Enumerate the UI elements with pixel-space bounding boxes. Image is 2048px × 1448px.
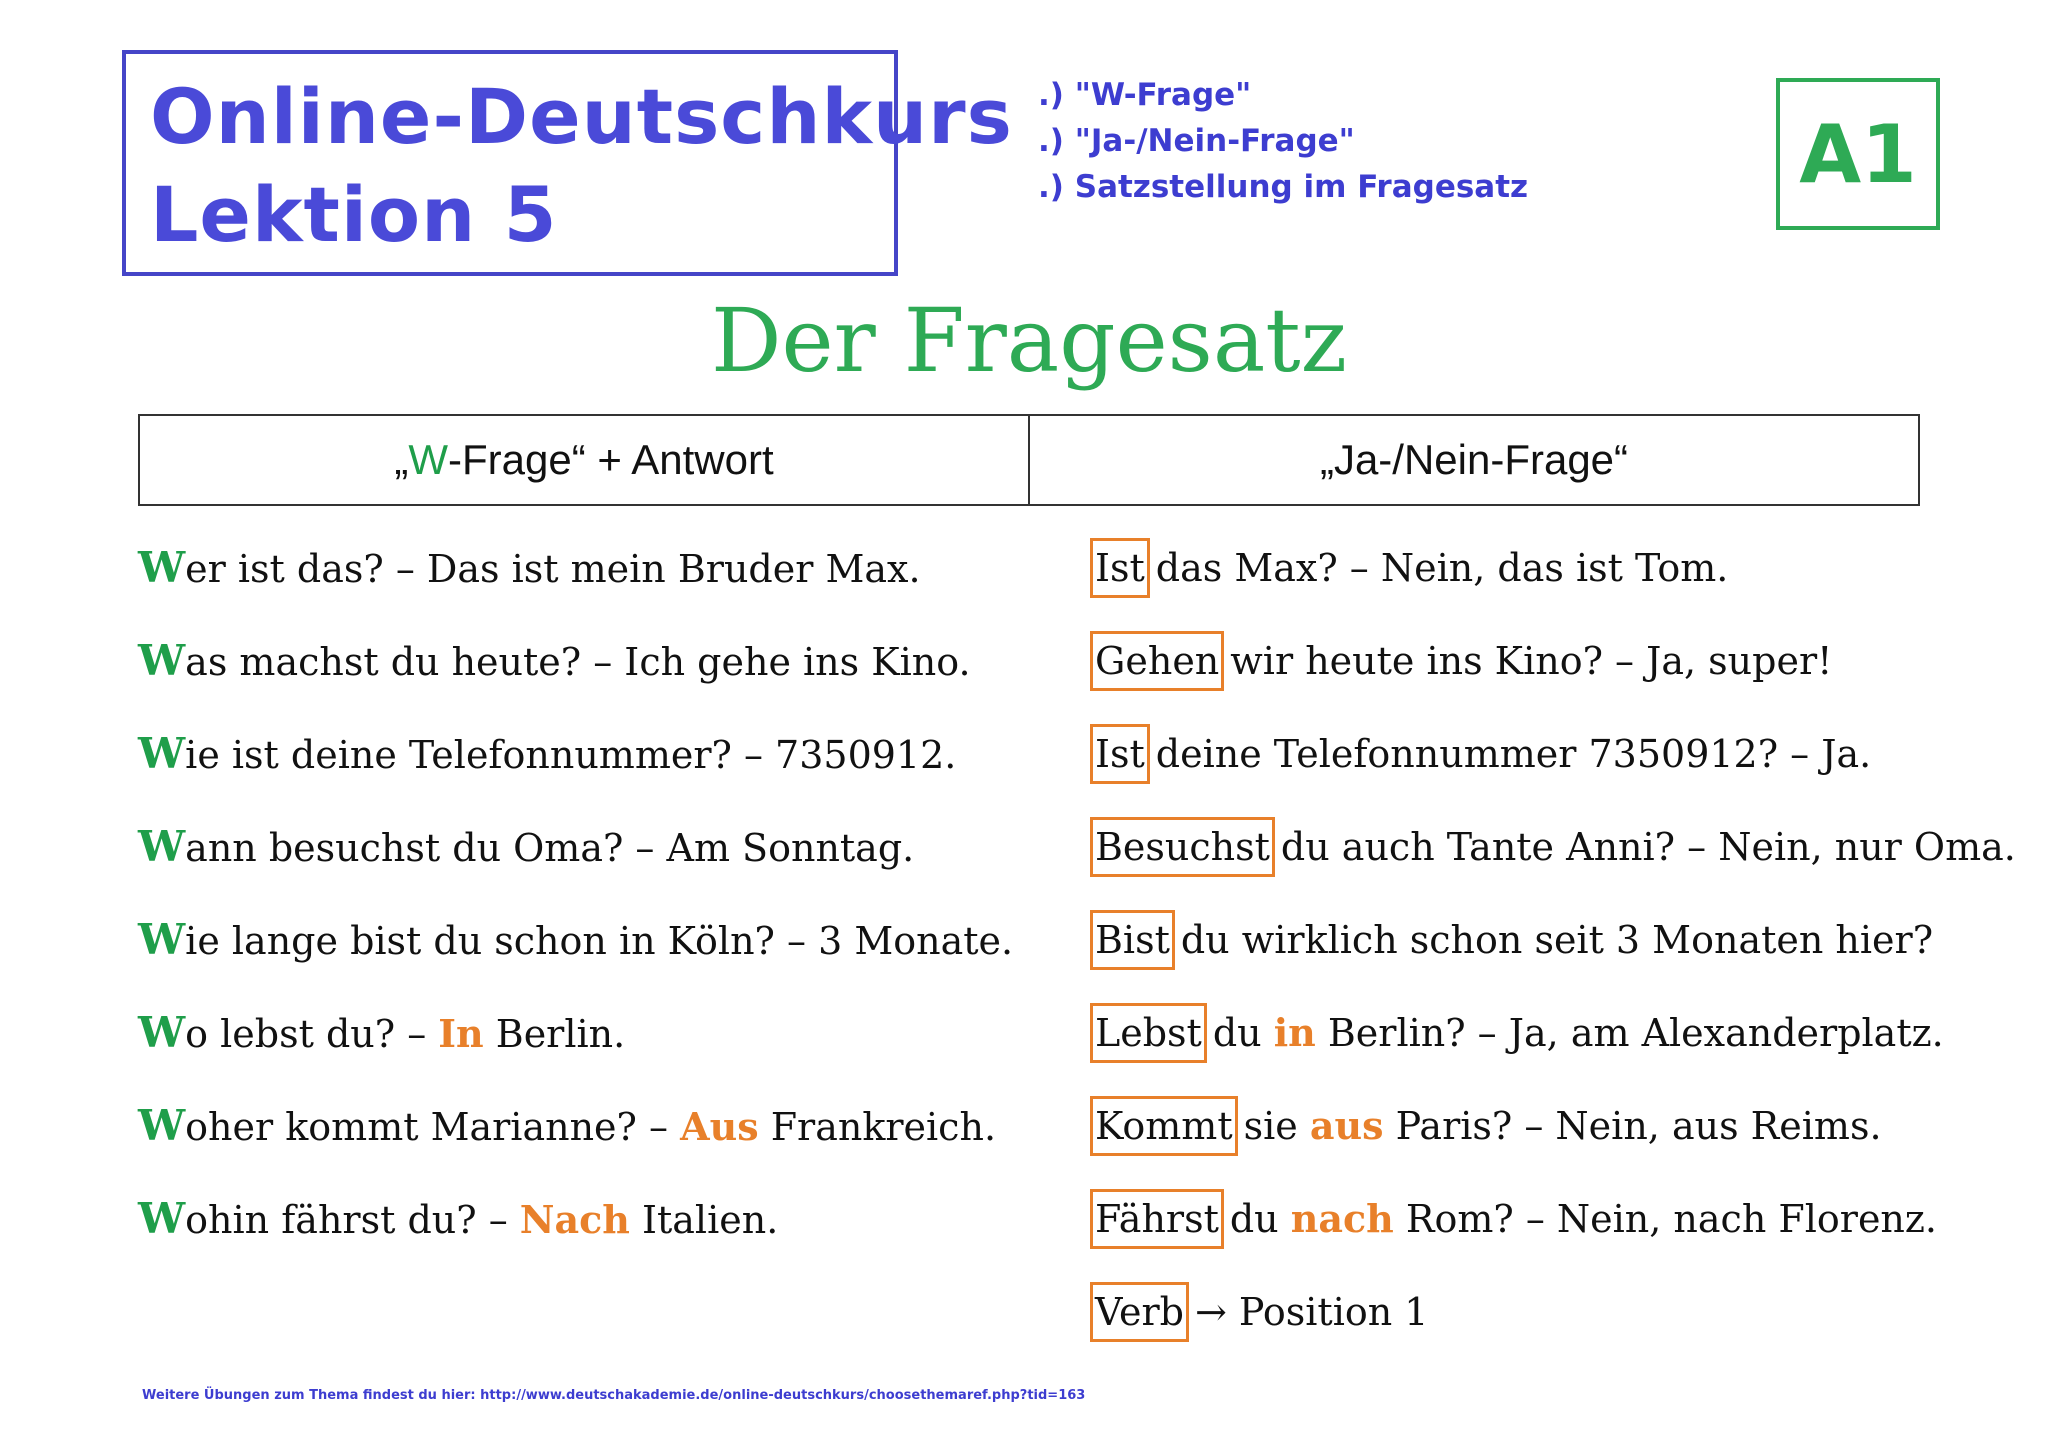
column-header-table: [138, 414, 1920, 506]
verb-box: Besuchst: [1090, 817, 1275, 877]
yes-no-question-line: Gehen wir heute ins Kino? – Ja, super!: [1090, 629, 1832, 722]
verb-box: Bist: [1090, 910, 1175, 970]
topic-item: .) Satzstellung im Fragesatz: [1038, 169, 1529, 205]
topic-list: [1038, 72, 1528, 210]
topic-item: .) "Ja-/Nein-Frage": [1038, 123, 1355, 159]
w-question-column-header: „ W -Frage“ + Antwort: [394, 436, 774, 483]
verb-box: Lebst: [1090, 1003, 1207, 1063]
yes-no-question-line: Ist das Max? – Nein, das ist Tom.: [1090, 536, 1728, 629]
w-question-line: Wer ist das? – Das ist mein Bruder Max.: [138, 543, 921, 592]
preposition: nach: [1290, 1196, 1394, 1241]
preposition: Aus: [680, 1104, 759, 1149]
footer-link-text: Weitere Übungen zum Thema findest du hier: http://www.deutschakademie.de/online-deutschkurs/choosethemaref.php?tid=163: [142, 1388, 1086, 1403]
w-question-line: Woher kommt Marianne? – Aus Frankreich.: [138, 1101, 997, 1150]
verb-box: Gehen: [1090, 631, 1224, 691]
w-question-line: Wohin fährst du? – Nach Italien.: [138, 1194, 779, 1243]
w-question-line: Was machst du heute? – Ich gehe ins Kino.: [138, 636, 971, 685]
preposition: Nach: [519, 1197, 630, 1242]
w-question-line: Wie ist deine Telefonnummer? – 7350912.: [138, 729, 957, 778]
preposition: In: [438, 1011, 484, 1056]
yes-no-question-line: Kommt sie aus Paris? – Nein, aus Reims.: [1090, 1094, 1882, 1187]
course-title: Online-Deutschkurs: [150, 72, 1013, 161]
verb-box: Ist: [1090, 724, 1150, 784]
w-question-line: Wo lebst du? – In Berlin.: [138, 1008, 626, 1057]
yes-no-question-line: Fährst du nach Rom? – Nein, nach Florenz.: [1090, 1187, 1937, 1280]
course-title-box: [122, 50, 1013, 276]
preposition: in: [1273, 1010, 1316, 1055]
yes-no-question-line: Ist deine Telefonnummer 7350912? – Ja.: [1090, 722, 1871, 815]
yes-no-question-line: Bist du wirklich schon seit 3 Monaten hier?: [1090, 908, 1933, 1001]
w-question-line: Wann besuchst du Oma? – Am Sonntag.: [138, 822, 915, 871]
yes-no-question-line: Lebst du in Berlin? – Ja, am Alexanderplatz.: [1090, 1001, 1944, 1094]
w-question-line: Wie lange bist du schon in Köln? – 3 Monate.: [138, 915, 1014, 964]
verb-box: Fährst: [1090, 1189, 1224, 1249]
verb-box: Kommt: [1090, 1096, 1238, 1156]
level-badge: A1: [1776, 78, 1940, 230]
verb-box: Ist: [1090, 538, 1150, 598]
page-title: Der Fragesatz: [710, 289, 1348, 392]
lesson-title: Lektion 5: [150, 170, 558, 259]
preposition: aus: [1309, 1103, 1384, 1148]
yes-no-question-line: Besuchst du auch Tante Anni? – Nein, nur Oma.: [1090, 815, 2016, 908]
yes-no-column-header: „Ja-/Nein-Frage“: [1028, 416, 1918, 504]
w-letter: W: [408, 436, 449, 483]
topic-item: .) "W-Frage": [1038, 77, 1252, 113]
verb-position-rule: Verb → Position 1: [1090, 1280, 1428, 1373]
arrow-icon: →: [1194, 1290, 1227, 1334]
verb-box: Verb: [1090, 1282, 1189, 1342]
